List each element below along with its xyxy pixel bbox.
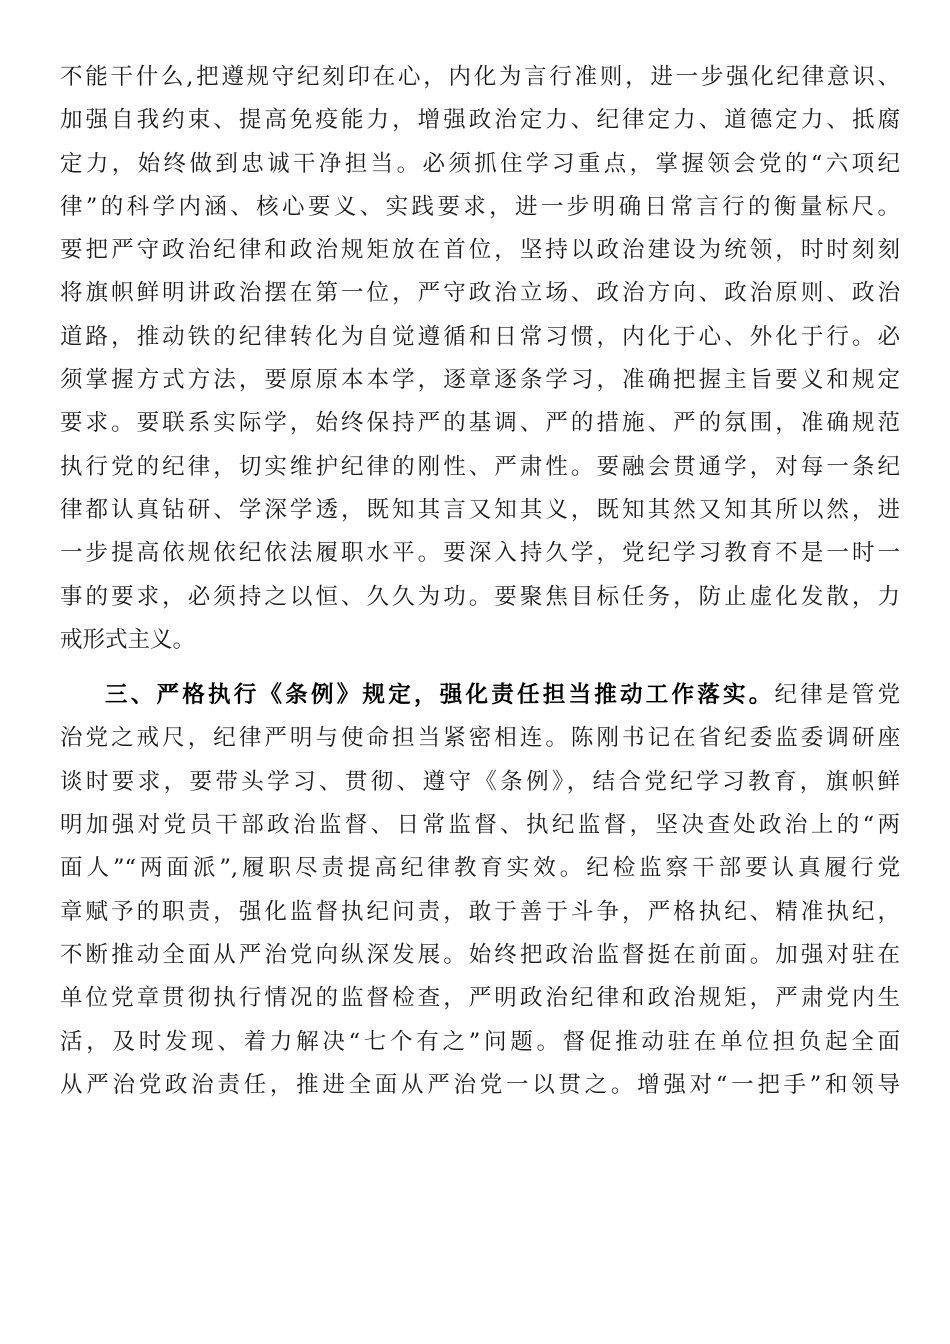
paragraph-2: [60, 674, 900, 1107]
text-line: 谈时要求，要带头学习、贯彻、遵守《条例》，结合党纪学习教育，旗帜鲜: [60, 768, 900, 795]
text-line: 治党之戒尺，纪律严明与使命担当紧密相连。陈刚书记在省纪委监委调研座: [60, 725, 900, 752]
text-line: 从严治党政治责任，推进全面从严治党一以贯之。增强对“一把手”和领导: [60, 1071, 900, 1098]
section-heading: 三、严格执行《条例》规定，强化责任担当推动工作落实。: [105, 682, 775, 709]
text-line: 章赋予的职责，强化监督执纪问责，敢于善于斗争，严格执纪、精准执纪，: [60, 898, 900, 925]
paragraph-gap: [60, 662, 900, 674]
text-line: 律都认真钻研、学深学透，既知其言又知其义，既知其然又知其所以然，进: [60, 496, 900, 523]
text-line: 律”的科学内涵、核心要义、实践要求，进一步明确日常言行的衡量标尺。: [60, 193, 900, 220]
text-line: 不能干什么,把遵规守纪刻印在心，内化为言行准则，进一步强化纪律意识、: [60, 64, 900, 90]
text-line: 事的要求，必须持之以恒、久久为功。要聚焦目标任务，防止虚化发散，力: [60, 583, 900, 610]
text-line: 将旗帜鲜明讲政治摆在第一位，严守政治立场、政治方向、政治原则、政治: [60, 280, 900, 307]
text-line: 要求。要联系实际学，始终保持严的基调、严的措施、严的氛围，准确规范: [60, 410, 900, 437]
text-line: 要把严守政治纪律和政治规矩放在首位，坚持以政治建设为统领，时时刻刻: [60, 237, 900, 264]
text-line: 面人”“两面派”,履职尽责提高纪律教育实效。纪检监察干部要认真履行党: [60, 855, 900, 882]
paragraph-1: [60, 56, 900, 662]
text-line: 道路，推动铁的纪律转化为自觉遵循和日常习惯，内化于心、外化于行。必: [60, 323, 900, 350]
text-line: 一步提高依规依纪依法履职水平。要深入持久学，党纪学习教育不是一时一: [60, 540, 900, 567]
text-line: 单位党章贯彻执行情况的监督检查，严明政治纪律和政治规矩，严肃党内生: [60, 985, 900, 1012]
text-line: 活，及时发现、着力解决“七个有之”问题。督促推动驻在单位担负起全面: [60, 1028, 900, 1055]
text-line: 须掌握方式方法，要原原本本学，逐章逐条学习，准确把握主旨要义和规定: [60, 367, 900, 394]
text-line: 加强自我约束、提高免疫能力，增强政治定力、纪律定力、道德定力、抵腐: [60, 107, 900, 134]
heading-line-rest: 纪律是管党: [774, 682, 900, 709]
text-line: 不断推动全面从严治党向纵深发展。始终把政治监督挺在前面。加强对驻在: [60, 941, 900, 968]
text-line: 执行党的纪律，切实维护纪律的刚性、严肃性。要融会贯通学，对每一条纪: [60, 453, 900, 480]
paragraph-first-line: [60, 674, 900, 717]
text-line: 戒形式主义。: [60, 626, 196, 653]
document-page: [60, 56, 900, 1107]
text-line: 定力，始终做到忠诚干净担当。必须抓住学习重点，掌握领会党的“六项纪: [60, 150, 900, 177]
text-line: 明加强对党员干部政治监督、日常监督、执纪监督，坚决查处政治上的“两: [60, 812, 900, 839]
